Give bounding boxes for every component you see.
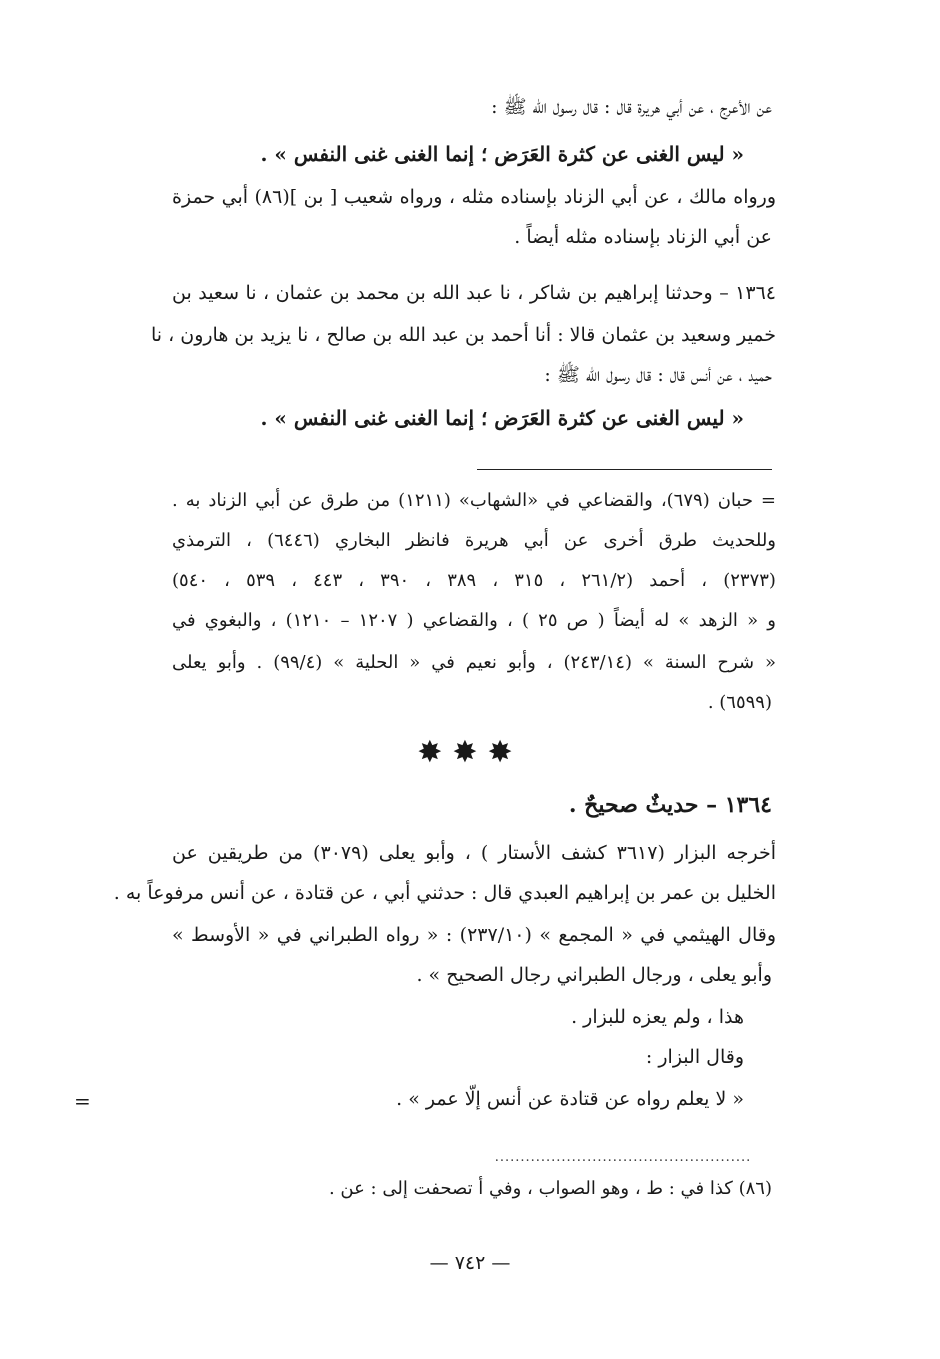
hadith-1364-isnad-2: خمير وسعيد بن عثمان قالا : أنا أحمد بن عبد الله بن صالح ، نا يزيد بن هارون ، نا	[150, 324, 776, 346]
commentary-heading: ١٣٦٤ – حديثٌ صحيحٌ .	[568, 792, 772, 818]
commentary-line-7: « لا يعلم رواه عن قتادة عن أنس إلّا عمر » .	[396, 1088, 744, 1110]
main-line-3: ورواه مالك ، عن أبي الزناد بإسناده مثله ، ورواه شعيب [ بن ](٨٦) أبي حمزة	[172, 186, 777, 208]
commentary-line-2: الخليل بن عمر بن إبراهيم العبدي قال : حدثني أبي ، عن قتادة ، عن أنس مرفوعاً به .	[113, 882, 776, 904]
section-separator: ✸✸✸	[417, 735, 523, 770]
commentary-line-4: وأبو يعلى ، ورجال الطبراني رجال الصحيح » .	[416, 964, 772, 986]
footnote-rule	[477, 469, 772, 470]
continuation-mark: =	[74, 1089, 91, 1113]
main-line-4: عن أبي الزناد بإسناده مثله أيضاً .	[514, 226, 772, 248]
commentary-line-3: وقال الهيثمي في « المجمع » (٢٣٧/١٠) : « رواه الطبراني في « الأوسط »	[172, 924, 776, 946]
footnote-dotted-rule: ..................................................	[494, 1150, 752, 1165]
commentary-line-1: أخرجه البزار (٣٦١٧ كشف الأستار ) ، وأبو يعلى (٣٠٧٩) من طريقين عن	[172, 842, 776, 864]
footnote-top-line-2: وللحديث طرق أخرى عن أبي هريرة فانظر البخاري (٦٤٤٦) ، الترمذي	[172, 530, 776, 551]
footnote-top-line-4: و « الزهد » له أيضاً ( ص ٢٥ ) ، والقضاعي ( ١٢٠٧ – ١٢١٠) ، والبغوي في	[172, 610, 776, 631]
hadith-text-2: « ليس الغنى عن كثرة العَرَض ؛ إنما الغنى غنى النفس » .	[260, 406, 744, 430]
page-number: — ٧٤٢ —	[429, 1252, 511, 1274]
footnote-top-line-1: = حبان (٦٧٩)، والقضاعي في «الشهاب» (١٢١١) من طرق عن أبي الزناد به .	[172, 490, 777, 511]
main-line-1: عن الأعرج ، عن أبي هريرة قال : قال رسول الله ﷺ :	[491, 96, 772, 118]
footnote-top-line-3: (٢٣٧٣) ، أحمد (٢٦١/٢ ، ٣١٥ ، ٣٨٩ ، ٣٩٠ ، ٤٤٣ ، ٥٣٩ ، ٥٤٠)	[172, 570, 776, 591]
hadith-1364-isnad-3: حميد ، عن أنس قال : قال رسول الله ﷺ :	[544, 364, 772, 386]
footnote-top-line-6: (٦٥٩٩) .	[707, 692, 772, 713]
commentary-line-5: هذا ، ولم يعزه للبزار .	[571, 1006, 744, 1028]
commentary-line-6: وقال البزار :	[645, 1046, 744, 1068]
footnote-86: (٨٦) كذا في : ط ، وهو الصواب ، وفي أ تصحفت إلى : عن .	[328, 1178, 772, 1199]
hadith-1364-isnad-1: ١٣٦٤ – وحدثنا إبراهيم بن شاكر ، نا عبد الله بن محمد بن عثمان ، نا سعيد بن	[172, 282, 776, 304]
hadith-text-1: « ليس الغنى عن كثرة العَرَض ؛ إنما الغنى غنى النفس » .	[260, 142, 744, 166]
footnote-top-line-5: « شرح السنة » (٢٤٣/١٤) ، وأبو نعيم في « الحلية » (٩٩/٤) . وأبو يعلى	[172, 652, 776, 673]
